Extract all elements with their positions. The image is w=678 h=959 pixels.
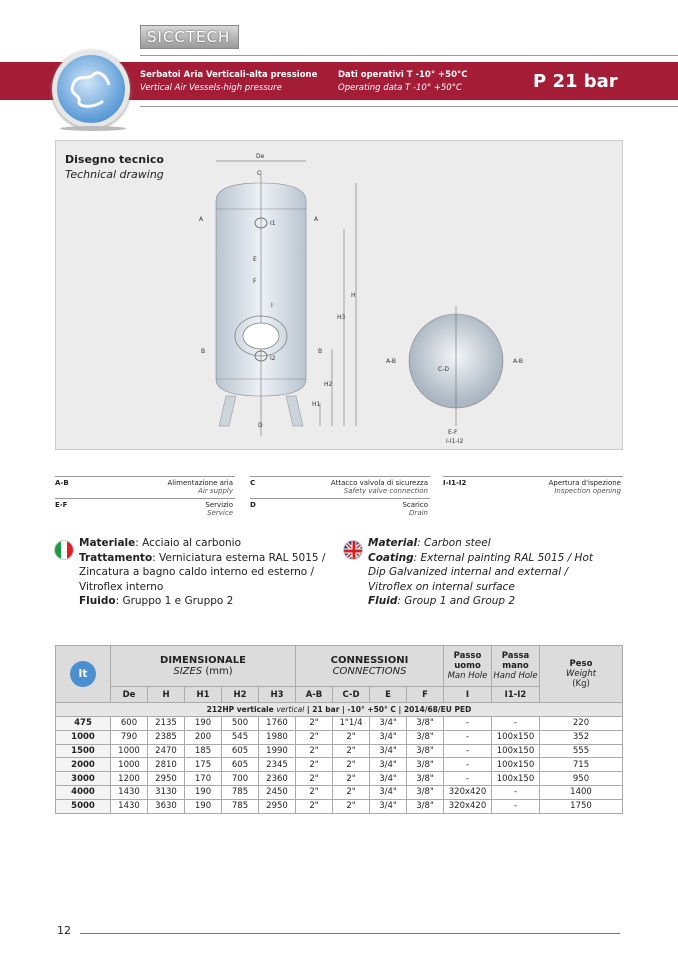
- label-E: E: [253, 256, 257, 263]
- value-cell: 3630: [148, 799, 185, 813]
- value-cell: 1000: [111, 758, 148, 772]
- label-D: D: [258, 422, 263, 429]
- label-EF: E-F: [448, 429, 458, 436]
- column-header: F: [407, 687, 444, 703]
- value-cell: 100x150: [492, 744, 540, 758]
- label-CD: C-D: [438, 366, 449, 373]
- value-cell: 100x150: [492, 730, 540, 744]
- value-cell: 1"1/4: [333, 717, 370, 731]
- value-cell: 2": [296, 730, 333, 744]
- value-cell: 1750: [540, 799, 623, 813]
- lt-logo-icon: lt: [70, 661, 96, 687]
- label-B: B: [201, 348, 206, 355]
- column-header: H3: [259, 687, 296, 703]
- column-header: H1: [185, 687, 222, 703]
- model-cell: 475: [56, 717, 111, 731]
- value-cell: 3/8": [407, 785, 444, 799]
- value-cell: 1200: [111, 772, 148, 786]
- value-cell: 2385: [148, 730, 185, 744]
- label-I: I: [271, 302, 273, 309]
- legend-item: I-I1-I2 Apertura d'ispezione Inspection opening: [443, 476, 623, 497]
- value-cell: 3/8": [407, 744, 444, 758]
- value-cell: 3/8": [407, 758, 444, 772]
- value-cell: 2360: [259, 772, 296, 786]
- page-number: 12: [57, 924, 71, 937]
- header-weight: Peso Weight (Kg): [540, 646, 623, 703]
- brand-logo: SICCTECH: [140, 25, 239, 49]
- value-cell: 3/8": [407, 799, 444, 813]
- label-F: F: [253, 278, 257, 285]
- value-cell: 2135: [148, 717, 185, 731]
- value-cell: 2": [333, 785, 370, 799]
- legend-item: A-B Alimentazione aria Air supply: [55, 476, 235, 497]
- label-AB: A-B: [386, 358, 397, 365]
- value-cell: -: [444, 717, 492, 731]
- value-cell: 1400: [540, 785, 623, 799]
- label-A: A: [199, 216, 204, 223]
- value-cell: 320x420: [444, 799, 492, 813]
- vessel-drawing: [56, 141, 624, 451]
- value-cell: 785: [222, 799, 259, 813]
- value-cell: 700: [222, 772, 259, 786]
- table-row: [56, 744, 623, 758]
- legend-item: D Scarico Drain: [250, 498, 430, 519]
- pressure-rating: P 21 bar: [533, 71, 618, 92]
- value-cell: 2470: [148, 744, 185, 758]
- table-row: [56, 717, 623, 731]
- table-logo-cell: [56, 646, 111, 703]
- value-cell: 3/4": [370, 785, 407, 799]
- value-cell: -: [444, 730, 492, 744]
- header-handhole: Passa mano Hand Hole: [492, 646, 540, 687]
- value-cell: 2": [296, 758, 333, 772]
- header-connections: CONNESSIONI CONNECTIONS: [296, 646, 444, 687]
- value-cell: 220: [540, 717, 623, 731]
- value-cell: 2345: [259, 758, 296, 772]
- model-cell: 5000: [56, 799, 111, 813]
- logo-shadow: [60, 126, 126, 131]
- value-cell: 352: [540, 730, 623, 744]
- value-cell: 500: [222, 717, 259, 731]
- legend-item: C Attacco valvola di sicurezza Safety valve connection: [250, 476, 430, 497]
- label-De: De: [256, 153, 265, 160]
- divider: [140, 55, 678, 56]
- value-cell: -: [492, 799, 540, 813]
- value-cell: 3/4": [370, 758, 407, 772]
- italian-flag-icon: [54, 540, 74, 560]
- title-en: Vertical Air Vessels-high pressure: [140, 83, 282, 93]
- label-I2: I2: [270, 355, 276, 362]
- value-cell: 3/4": [370, 717, 407, 731]
- column-header: H: [148, 687, 185, 703]
- value-cell: 715: [540, 758, 623, 772]
- value-cell: 3/8": [407, 772, 444, 786]
- drawing-title-it: Disegno tecnico: [65, 153, 164, 166]
- table-row: [56, 730, 623, 744]
- value-cell: -: [492, 785, 540, 799]
- operating-data-en: Operating data T -10° +50°C: [338, 83, 462, 93]
- technical-drawing-panel: [55, 140, 623, 450]
- model-cell: 1500: [56, 744, 111, 758]
- value-cell: 1430: [111, 799, 148, 813]
- value-cell: 2": [333, 799, 370, 813]
- value-cell: 3/4": [370, 772, 407, 786]
- value-cell: 785: [222, 785, 259, 799]
- value-cell: 100x150: [492, 758, 540, 772]
- value-cell: 1000: [111, 744, 148, 758]
- column-header: I: [444, 687, 492, 703]
- value-cell: 790: [111, 730, 148, 744]
- series-band: 212HP verticale vertical | 21 bar | -10° +50° C | 2014/68/EU PED: [56, 703, 623, 717]
- value-cell: 2": [296, 799, 333, 813]
- value-cell: -: [492, 717, 540, 731]
- value-cell: 200: [185, 730, 222, 744]
- drawing-title-en: Technical drawing: [65, 168, 164, 181]
- column-header: H2: [222, 687, 259, 703]
- uk-flag-icon: [343, 540, 363, 560]
- model-cell: 4000: [56, 785, 111, 799]
- model-cell: 1000: [56, 730, 111, 744]
- value-cell: 2": [296, 772, 333, 786]
- label-C: C: [257, 170, 262, 177]
- value-cell: 2950: [148, 772, 185, 786]
- value-cell: 3/8": [407, 730, 444, 744]
- value-cell: 175: [185, 758, 222, 772]
- column-header: I1-I2: [492, 687, 540, 703]
- column-header: C-D: [333, 687, 370, 703]
- value-cell: 100x150: [492, 772, 540, 786]
- value-cell: 3/4": [370, 799, 407, 813]
- value-cell: 190: [185, 717, 222, 731]
- label-H3: H3: [337, 314, 346, 321]
- value-cell: 2": [333, 744, 370, 758]
- value-cell: 2810: [148, 758, 185, 772]
- value-cell: 545: [222, 730, 259, 744]
- value-cell: 3/8": [407, 717, 444, 731]
- label-AB: A-B: [513, 358, 524, 365]
- legend-item: E-F Servizio Service: [55, 498, 235, 519]
- table-row: [56, 799, 623, 813]
- operating-data-it: Dati operativi T -10° +50°C: [338, 70, 468, 80]
- value-cell: 605: [222, 744, 259, 758]
- footer-line: [80, 933, 620, 934]
- value-cell: 2": [333, 758, 370, 772]
- value-cell: 2450: [259, 785, 296, 799]
- value-cell: 2": [333, 730, 370, 744]
- value-cell: 1990: [259, 744, 296, 758]
- table-row: [56, 785, 623, 799]
- label-B: B: [318, 348, 323, 355]
- value-cell: -: [444, 758, 492, 772]
- value-cell: 555: [540, 744, 623, 758]
- value-cell: 190: [185, 785, 222, 799]
- value-cell: -: [444, 772, 492, 786]
- value-cell: 2": [333, 772, 370, 786]
- table-row: [56, 758, 623, 772]
- label-H2: H2: [324, 381, 333, 388]
- value-cell: -: [444, 744, 492, 758]
- value-cell: 605: [222, 758, 259, 772]
- model-cell: 3000: [56, 772, 111, 786]
- column-header: A-B: [296, 687, 333, 703]
- label-II1I2: I-I1-I2: [446, 438, 464, 445]
- label-I1: I1: [270, 220, 276, 227]
- column-header: E: [370, 687, 407, 703]
- label-H: H: [351, 292, 356, 299]
- label-A: A: [314, 216, 319, 223]
- value-cell: 3/4": [370, 744, 407, 758]
- value-cell: 950: [540, 772, 623, 786]
- label-H1: H1: [312, 401, 321, 408]
- header-sizes: DIMENSIONALE SIZES (mm): [111, 646, 296, 687]
- divider: [140, 106, 678, 107]
- table-row: [56, 772, 623, 786]
- title-it: Serbatoi Aria Verticali-alta pressione: [140, 70, 318, 80]
- value-cell: 2": [296, 744, 333, 758]
- column-header: De: [111, 687, 148, 703]
- material-en: Material: Carbon steel Coating: External painting RAL 5015 / Hot Dip Galvanized internal and external / Vitroflex on internal surface Fluid: Group 1 and Group 2: [368, 537, 593, 607]
- value-cell: 190: [185, 799, 222, 813]
- value-cell: 3130: [148, 785, 185, 799]
- value-cell: 1980: [259, 730, 296, 744]
- value-cell: 1760: [259, 717, 296, 731]
- value-cell: 2": [296, 717, 333, 731]
- value-cell: 2950: [259, 799, 296, 813]
- sizes-table: [55, 645, 623, 814]
- header-manhole: Passo uomo Man Hole: [444, 646, 492, 687]
- value-cell: 320x420: [444, 785, 492, 799]
- value-cell: 1430: [111, 785, 148, 799]
- air-wave-icon: [52, 50, 130, 128]
- model-cell: 2000: [56, 758, 111, 772]
- value-cell: 3/4": [370, 730, 407, 744]
- value-cell: 185: [185, 744, 222, 758]
- material-it: Materiale: Acciaio al carbonio Trattamento: Verniciatura esterna RAL 5015 / Zincatura a bagno caldo interno ed esterno / Vitroflex interno Fluido: Gruppo 1 e Gruppo 2: [79, 537, 326, 607]
- value-cell: 170: [185, 772, 222, 786]
- value-cell: 600: [111, 717, 148, 731]
- value-cell: 2": [296, 785, 333, 799]
